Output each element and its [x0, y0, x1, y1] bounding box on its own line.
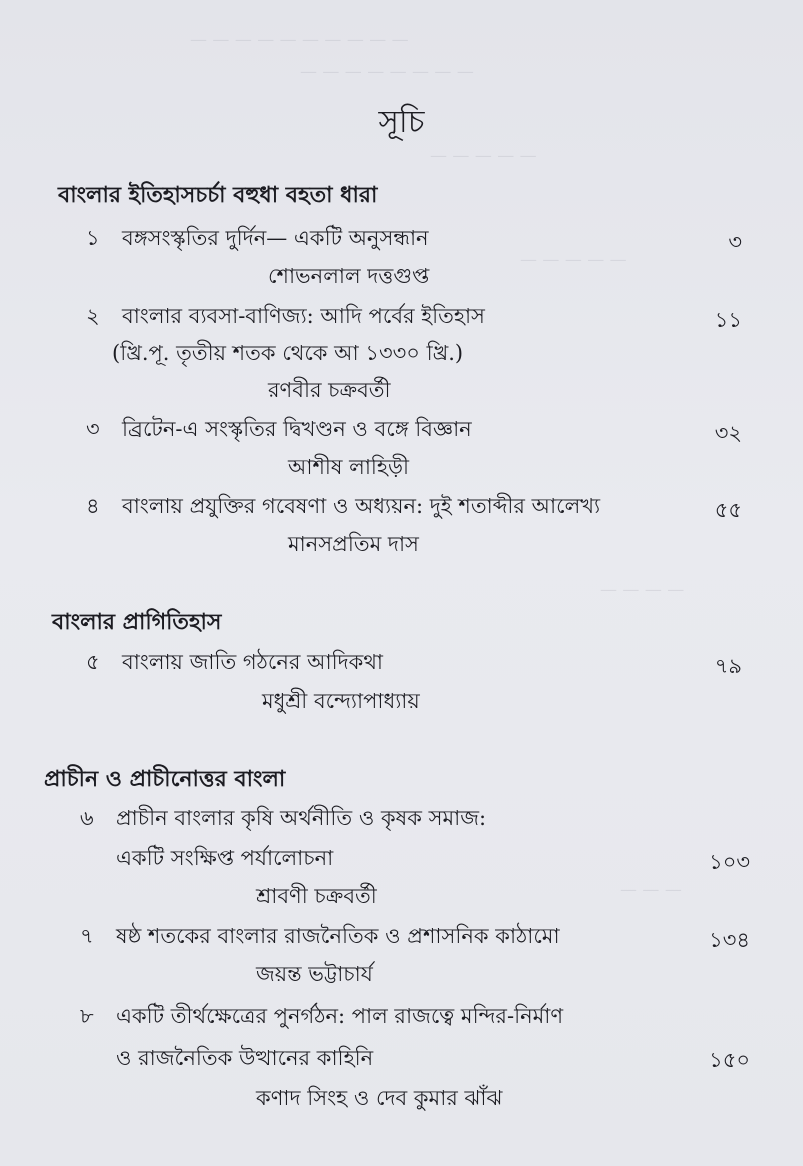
entry-page-number: ১০৩ [709, 850, 750, 874]
section-heading: বাংলার প্রাগিতিহাস [52, 609, 222, 635]
entry-number: ২ [86, 304, 100, 328]
entry-title: প্রাচীন বাংলার কৃষি অর্থনীতি ও কৃষক সমাজ: [116, 806, 487, 830]
entry-title: বাংলায় প্রযুক্তির গবেষণা ও অধ্যয়ন: দুই শতাব্দীর আলেখ্য [122, 494, 601, 518]
entry-author: আশীষ লাহিড়ী [288, 455, 409, 479]
entry-number: ৪ [86, 494, 100, 518]
entry-page-number: ৫৫ [714, 498, 742, 522]
entry-author: জয়ন্ত ভট্টাচার্য [256, 962, 373, 986]
entry-page-number: ১১ [714, 308, 742, 332]
show-through-text: — — — — [600, 580, 685, 600]
section-heading: প্রাচীন ও প্রাচীনোত্তর বাংলা [44, 766, 286, 792]
entry-author: মানসপ্রতিম দাস [288, 532, 419, 556]
show-through-text: — — — — — [430, 146, 537, 166]
entry-number: ১ [86, 226, 100, 250]
entry-author: রণবীর চক্রবর্তী [268, 378, 391, 402]
show-through-text: — — — — — — — — — — [190, 30, 409, 50]
show-through-text: — — — [620, 880, 682, 900]
page-title: সূচি [378, 104, 425, 140]
entry-title: বাংলার ব্যবসা-বাণিজ্য: আদি পর্বের ইতিহাস [122, 304, 485, 328]
entry-author: মধুশ্রী বন্দ্যোপাধ্যায় [262, 689, 420, 713]
entry-title: ষষ্ঠ শতকের বাংলার রাজনৈতিক ও প্রশাসনিক কাঠামো [116, 924, 560, 948]
show-through-text: — — — — — — — — [300, 62, 474, 82]
entry-author: কণাদ সিংহ ও দেব কুমার ঝাঁঝ [256, 1086, 503, 1110]
entry-page-number: ৩২ [714, 421, 742, 445]
entry-number: ৫ [86, 650, 100, 674]
entry-page-number: ৭৯ [714, 654, 742, 678]
entry-title: একটি তীর্থক্ষেত্রের পুনর্গঠন: পাল রাজত্বে মন্দির-নির্মাণ [116, 1004, 564, 1028]
entry-title: বঙ্গসংস্কৃতির দুর্দিন— একটি অনুসন্ধান [122, 226, 429, 250]
entry-page-number: ১৩৪ [709, 928, 750, 952]
entry-author: শোভনলাল দত্তগুপ্ত [268, 264, 430, 288]
show-through-text: — — — — — [520, 250, 627, 270]
entry-title-continued: (খ্রি.পূ. তৃতীয় শতক থেকে আ ১৩৩০ খ্রি.) [112, 341, 464, 365]
entry-page-number: ৩ [728, 230, 742, 254]
entry-title: বাংলায় জাতি গঠনের আদিকথা [122, 650, 384, 674]
entry-page-number: ১৫০ [709, 1048, 750, 1072]
entry-number: ৩ [86, 417, 100, 441]
entry-title-continued: একটি সংক্ষিপ্ত পর্যালোচনা [116, 846, 334, 870]
entry-number: ৬ [80, 806, 94, 830]
entry-title: ব্রিটেন-এ সংস্কৃতির দ্বিখণ্ডন ও বঙ্গে বিজ্ঞান [122, 417, 472, 441]
entry-number: ৭ [80, 924, 94, 948]
entry-author: শ্রাবণী চক্রবর্তী [256, 884, 377, 908]
section-heading: বাংলার ইতিহাসচর্চা বহুধা বহতা ধারা [58, 182, 378, 208]
entry-title-continued: ও রাজনৈতিক উত্থানের কাহিনি [116, 1046, 374, 1070]
entry-number: ৮ [80, 1004, 94, 1028]
